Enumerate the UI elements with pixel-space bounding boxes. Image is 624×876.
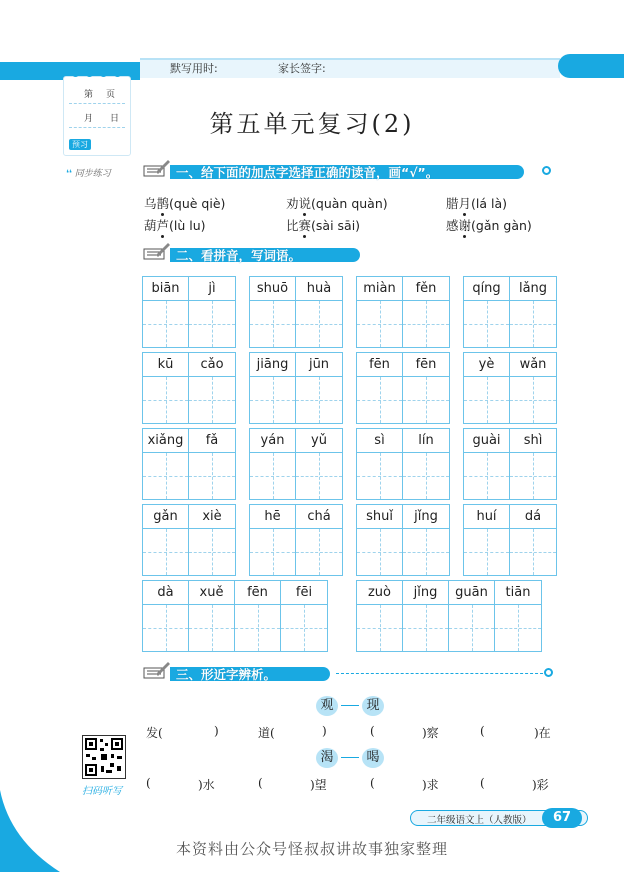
word-group: yè wǎn — [463, 352, 557, 424]
pencil-icon — [142, 660, 170, 682]
word-group: hē chá — [249, 504, 343, 576]
parent-sign-label: 家长签字: — [278, 62, 326, 75]
pencil-icon — [142, 158, 170, 180]
card-page-unit: 页 — [106, 90, 116, 100]
s1-item-3: 腊月(lá là) — [446, 196, 508, 211]
word-group: gǎn xiè — [142, 504, 236, 576]
dictation-time-label: 默写用时: — [170, 62, 218, 75]
page-number: 67 — [542, 808, 582, 828]
word-group: yán yǔ — [249, 428, 343, 500]
card-badge: 预习 — [69, 139, 91, 150]
word-group: huí dá — [463, 504, 557, 576]
word-group: shuō huà — [249, 276, 343, 348]
word-group: miàn fěn — [356, 276, 450, 348]
card-day: 日 — [110, 114, 120, 124]
s1-item-1: 乌鹊(què qiè) — [144, 196, 226, 211]
s1-item-6: 感谢(gǎn gàn) — [446, 218, 532, 233]
s1-item-5: 比赛(sài sāi) — [286, 218, 361, 233]
header-accent-right — [558, 54, 624, 78]
card-month: 月 — [84, 114, 94, 124]
pencil-icon — [142, 241, 170, 263]
page-title: 第五单元复习(2) — [209, 110, 415, 138]
s3-row-2: ( )水 ( )望 ( )求 ( )彩 — [146, 776, 549, 792]
section1-header: 一、给下面的加点字选择正确的读音，画“√”。 — [140, 162, 560, 180]
corner-decoration — [0, 790, 60, 872]
s1-item-2: 劝说(quàn quàn) — [286, 196, 388, 211]
footprint-icon: ❛❛ — [66, 169, 72, 179]
s1-item-4: 葫芦(lù lu) — [144, 218, 206, 233]
word-group: fēn fēn — [356, 352, 450, 424]
card-page-char: 第 — [84, 90, 94, 100]
word-group: biān jì — [142, 276, 236, 348]
word-group: xiǎng fǎ — [142, 428, 236, 500]
qr-code[interactable] — [82, 735, 126, 779]
watermark-text: 本资料由公众号怪叔叔讲故事独家整理 — [175, 840, 448, 858]
side-label: ❛❛ 同步练习 — [66, 169, 111, 179]
word-group: qíng lǎng — [463, 276, 557, 348]
section3-header: 三、形近字辨析。 — [140, 664, 560, 682]
word-group-4: dà xuě fēn fēi — [142, 580, 328, 652]
word-group: kū cǎo — [142, 352, 236, 424]
word-group: jiāng jūn — [249, 352, 343, 424]
footer-book-pill: 二年级语文上（人教版） — [410, 810, 588, 826]
word-group-4: zuò jǐng guān tiān — [356, 580, 542, 652]
section2-header: 二、看拼音，写词语。 — [140, 245, 560, 263]
char-pair-1: 观 现 — [316, 696, 384, 716]
s3-row-1: 发( ) 道( ) ( )察 ( )在 — [146, 724, 551, 740]
word-group: shuǐ jǐng — [356, 504, 450, 576]
word-group: sì lín — [356, 428, 450, 500]
char-pair-2: 渴 喝 — [316, 748, 384, 768]
qr-label: 扫码听写 — [82, 786, 122, 797]
word-group: guài shì — [463, 428, 557, 500]
